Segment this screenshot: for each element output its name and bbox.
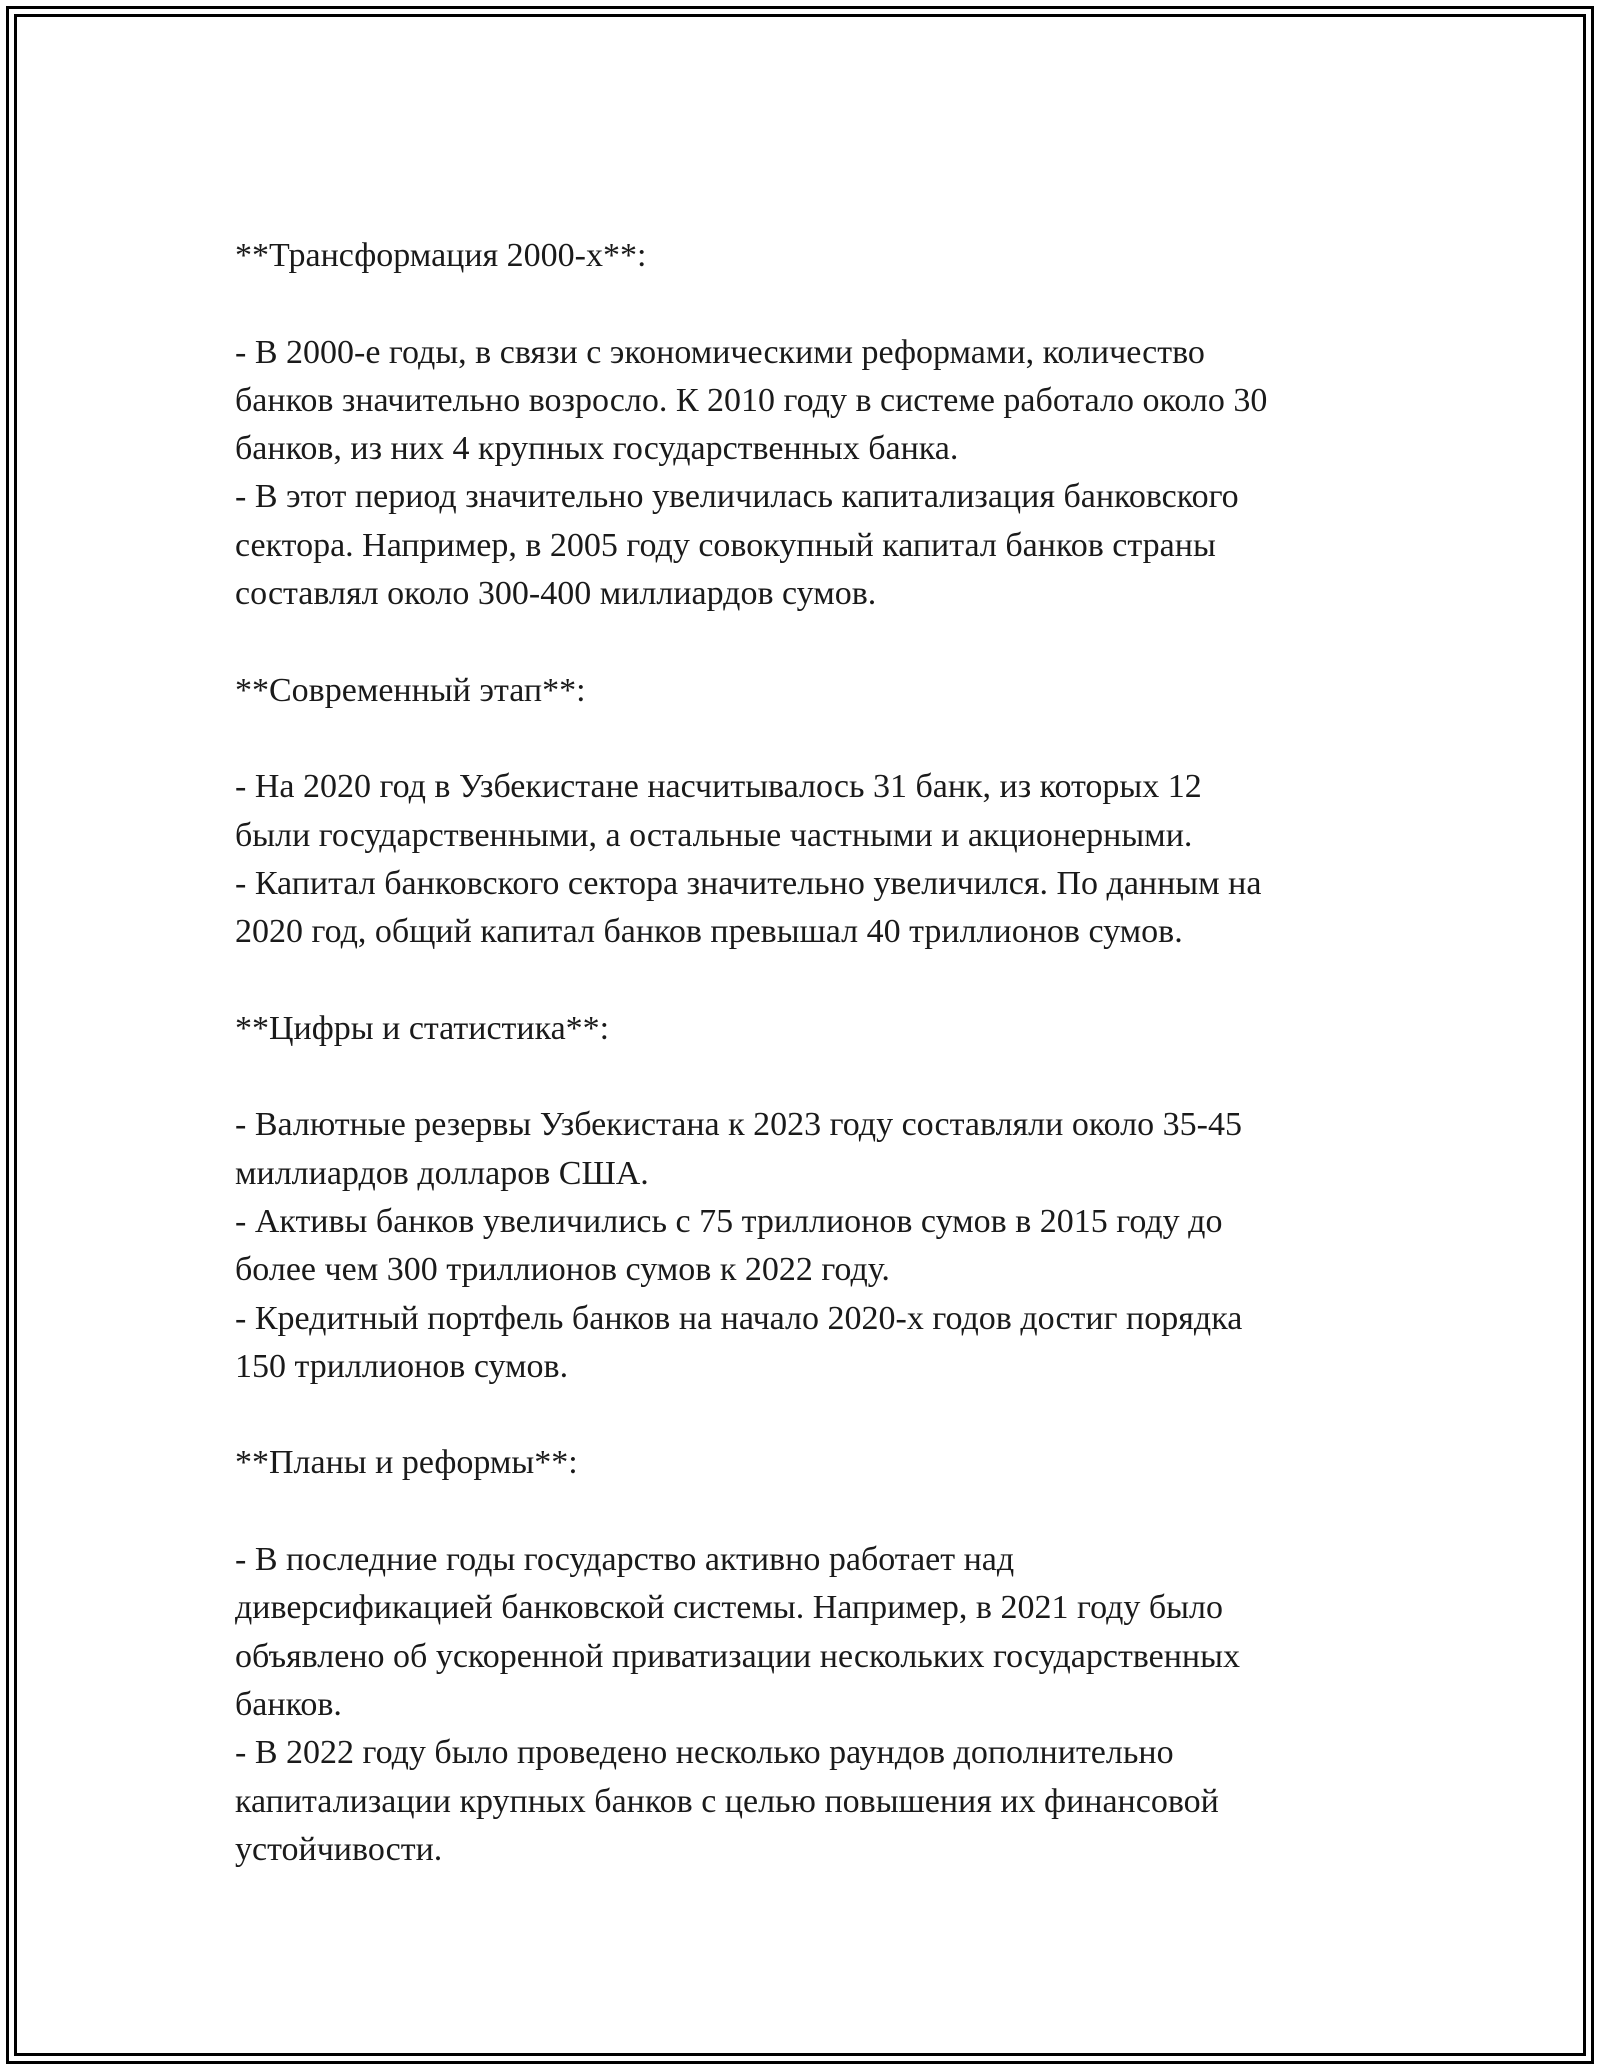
text-line: миллиардов долларов США. bbox=[235, 1154, 649, 1192]
text-line: - Капитал банковского сектора значительно увеличился. По данным на bbox=[235, 864, 1262, 902]
section-heading: **Трансформация 2000-х**: bbox=[235, 237, 647, 274]
section-plans-reforms bbox=[235, 1439, 1375, 1874]
text-line: капитализации крупных банков с целью повышения их финансовой bbox=[235, 1782, 1219, 1820]
text-line: устойчивости. bbox=[235, 1830, 443, 1868]
spacer bbox=[235, 956, 1375, 1004]
text-line: были государственными, а остальные частными и акционерными. bbox=[235, 816, 1193, 854]
spacer bbox=[235, 1488, 1375, 1536]
text-line: - В 2000-е годы, в связи с экономическими реформами, количество bbox=[235, 333, 1205, 371]
spacer bbox=[235, 280, 1375, 328]
text-line: диверсификацией банковской системы. Например, в 2021 году было bbox=[235, 1589, 1223, 1627]
text-line: банков значительно возросло. К 2010 году в системе работало около 30 bbox=[235, 381, 1268, 419]
spacer bbox=[235, 1053, 1375, 1101]
text-line: банков. bbox=[235, 1685, 342, 1723]
text-line: сектора. Например, в 2005 году совокупный капитал банков страны bbox=[235, 526, 1216, 564]
section-heading: **Современный этап**: bbox=[235, 671, 586, 709]
spacer bbox=[235, 715, 1375, 763]
document-body bbox=[235, 232, 1375, 1874]
text-line: - На 2020 год в Узбекистане насчитывалось 31 банк, из которых 12 bbox=[235, 768, 1202, 806]
text-line: - Валютные резервы Узбекистана к 2023 году составляли около 35-45 bbox=[235, 1106, 1242, 1144]
section-figures-statistics bbox=[235, 1005, 1375, 1391]
text-line: - Активы банков увеличились с 75 триллионов сумов в 2015 году до bbox=[235, 1202, 1223, 1240]
section-modern-stage bbox=[235, 667, 1375, 957]
text-line: - В 2022 году было проведено несколько раундов дополнительно bbox=[235, 1734, 1174, 1772]
section-heading: **Планы и реформы**: bbox=[235, 1444, 578, 1482]
spacer bbox=[235, 618, 1375, 666]
spacer bbox=[235, 1391, 1375, 1439]
text-line: - В этот период значительно увеличилась капитализация банковского bbox=[235, 478, 1239, 516]
text-line: составлял около 300-400 миллиардов сумов. bbox=[235, 575, 877, 613]
text-line: объявлено об ускоренной приватизации нескольких государственных bbox=[235, 1637, 1240, 1675]
text-line: 150 триллионов сумов. bbox=[235, 1347, 569, 1385]
text-line: банков, из них 4 крупных государственных банка. bbox=[235, 430, 959, 468]
section-transformation-2000s bbox=[235, 232, 1375, 618]
text-line: 2020 год, общий капитал банков превышал 40 триллионов сумов. bbox=[235, 913, 1183, 951]
text-line: - Кредитный портфель банков на начало 2020-х годов достиг порядка bbox=[235, 1299, 1243, 1337]
text-line: более чем 300 триллионов сумов к 2022 году. bbox=[235, 1251, 890, 1289]
section-heading: **Цифры и статистика**: bbox=[235, 1009, 610, 1047]
text-line: - В последние годы государство активно работает над bbox=[235, 1541, 1015, 1579]
